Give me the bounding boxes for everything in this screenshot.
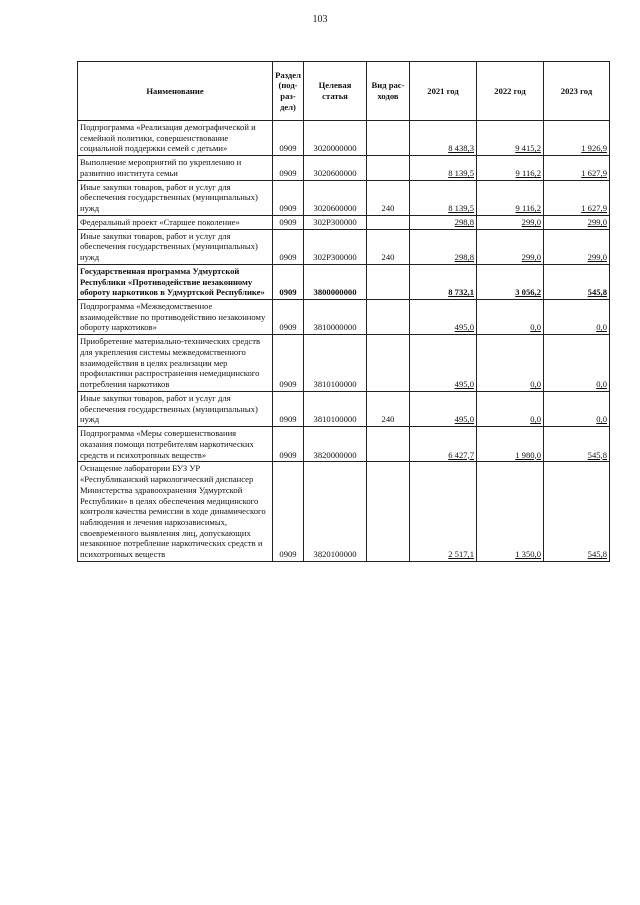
table-row [78,462,610,562]
cell-type [367,121,410,156]
cell-target: 3820100000 [304,462,367,562]
cell-target: 3810100000 [304,391,367,426]
cell-2023 [544,264,610,299]
cell-type: 240 [367,180,410,215]
cell-2023-value: 0,0 [596,322,607,333]
cell-section: 0909 [273,427,304,462]
cell-2022-value: 9 116,2 [515,203,541,214]
table-row [78,391,610,426]
cell-name: Иные закупки товаров, работ и услуг для обеспечения государственных (муниципальных) нужд [78,229,273,264]
header-name: Наименование [78,62,273,121]
cell-2023 [544,156,610,180]
cell-2023-value: 299,0 [587,216,607,227]
cell-2022-value: 0,0 [530,322,541,333]
cell-section: 0909 [273,215,304,229]
cell-2023-value: 0,0 [596,414,607,425]
cell-2023 [544,462,610,562]
cell-2023 [544,215,610,229]
cell-2022-value: 3 056,2 [515,287,541,298]
cell-name: Подпрограмма «Меры совершенствования оказания помощи потребителям наркотических средств и психотропных веществ» [78,427,273,462]
cell-2023-value: 1 627,9 [581,203,607,214]
cell-2023 [544,335,610,392]
cell-type [367,264,410,299]
budget-table [77,61,610,562]
cell-2021-value: 495,0 [454,322,474,333]
cell-2022-value: 0,0 [530,379,541,390]
cell-section: 0909 [273,121,304,156]
cell-section: 0909 [273,264,304,299]
cell-2021 [410,264,477,299]
cell-2021 [410,121,477,156]
cell-name: Федеральный проект «Старшее поколение» [78,215,273,229]
cell-section: 0909 [273,156,304,180]
table-row [78,427,610,462]
cell-2022-value: 9 116,2 [515,167,541,178]
table-row [78,264,610,299]
cell-section: 0909 [273,391,304,426]
cell-2023 [544,300,610,335]
cell-target: 3800000000 [304,264,367,299]
cell-2021-value: 6 427,7 [448,449,474,460]
cell-2021 [410,229,477,264]
cell-2021-value: 8 139,5 [448,203,474,214]
cell-2021 [410,391,477,426]
cell-2023-value: 1 926,9 [581,143,607,154]
header-type: Вид рас-ходов [367,62,410,121]
table-row [78,180,610,215]
cell-2022 [477,156,544,180]
cell-2022-value: 299,0 [521,252,541,263]
cell-type [367,462,410,562]
cell-2022-value: 0,0 [530,414,541,425]
cell-2021-value: 495,0 [454,414,474,425]
cell-2021 [410,156,477,180]
header-target: Целевая статья [304,62,367,121]
cell-section: 0909 [273,229,304,264]
table-row [78,156,610,180]
cell-name: Выполнение мероприятий по укреплению и развитию института семьи [78,156,273,180]
cell-2022 [477,215,544,229]
cell-type [367,156,410,180]
cell-2021-value: 8 732,1 [448,287,474,298]
cell-2021-value: 298,8 [454,216,474,227]
cell-2022 [477,391,544,426]
cell-type [367,335,410,392]
cell-target: 3810000000 [304,300,367,335]
cell-section: 0909 [273,180,304,215]
cell-name: Оснащение лаборатории БУЗ УР «Республиканский наркологический диспансер Министерства здравоохранения Удмуртской Республики» в целях обеспечения медицинского контроля качества ремиссии в ходе динамического наблюдения и лечения наркозависимых, своевременного выявления лиц, допускающих незаконное потребление наркотических средств и психотропных веществ [78,462,273,562]
cell-2022-value: 299,0 [521,216,541,227]
cell-2021-value: 2 517,1 [448,549,474,560]
cell-2021 [410,335,477,392]
cell-2022 [477,462,544,562]
cell-2021 [410,427,477,462]
cell-2022 [477,121,544,156]
cell-target: 3820000000 [304,427,367,462]
cell-2021-value: 8 139,5 [448,167,474,178]
page-number: 103 [312,14,328,25]
cell-2023 [544,229,610,264]
cell-target: 3020600000 [304,156,367,180]
cell-target: 3020600000 [304,180,367,215]
cell-2021 [410,300,477,335]
cell-2023 [544,121,610,156]
cell-target: 302P300000 [304,229,367,264]
cell-2022-value: 1 350,0 [515,549,541,560]
cell-2023-value: 299,0 [587,252,607,263]
cell-2022 [477,427,544,462]
cell-2022 [477,335,544,392]
cell-2021 [410,180,477,215]
cell-2021-value: 8 438,3 [448,143,474,154]
cell-name: Приобретение материально-технических средств для укрепления системы межведомственного взаимодействия в целях реализации мер профилактики распространения немедицинского потребления наркотиков [78,335,273,392]
table-header-row [78,62,610,121]
cell-2023-value: 0,0 [596,379,607,390]
table-row [78,121,610,156]
cell-2023 [544,180,610,215]
cell-type: 240 [367,391,410,426]
cell-2021 [410,462,477,562]
cell-2023-value: 545,8 [587,549,607,560]
cell-type [367,215,410,229]
cell-2023 [544,427,610,462]
cell-type: 240 [367,229,410,264]
cell-2022 [477,229,544,264]
cell-type [367,300,410,335]
table-row [78,335,610,392]
cell-name: Подпрограмма «Реализация демографической и семейной политики, совершенствование социальной поддержки семей с детьми» [78,121,273,156]
cell-2023-value: 1 627,9 [581,167,607,178]
cell-name: Иные закупки товаров, работ и услуг для обеспечения государственных (муниципальных) нужд [78,180,273,215]
cell-2023 [544,391,610,426]
cell-2021-value: 495,0 [454,379,474,390]
cell-section: 0909 [273,335,304,392]
header-2021: 2021 год [410,62,477,121]
cell-section: 0909 [273,300,304,335]
header-section: Раздел (под-раз-дел) [273,62,304,121]
cell-2022-value: 1 980,0 [515,449,541,460]
header-2023: 2023 год [544,62,610,121]
cell-2021 [410,215,477,229]
cell-2023-value: 545,8 [587,287,607,298]
cell-name: Подпрограмма «Межведомственное взаимодействие по противодействию незаконному обороту наркотиков» [78,300,273,335]
cell-2022-value: 9 415,2 [515,143,541,154]
cell-2022 [477,300,544,335]
cell-2022 [477,180,544,215]
cell-target: 3020000000 [304,121,367,156]
table-body [78,121,610,562]
cell-target: 3810100000 [304,335,367,392]
cell-target: 302P300000 [304,215,367,229]
cell-type [367,427,410,462]
table-row [78,300,610,335]
cell-name: Государственная программа Удмуртской Республики «Противодействие незаконному обороту наркотиков в Удмуртской Республике» [78,264,273,299]
table-row [78,215,610,229]
header-2022: 2022 год [477,62,544,121]
cell-name: Иные закупки товаров, работ и услуг для обеспечения государственных (муниципальных) нужд [78,391,273,426]
table-row [78,229,610,264]
cell-2023-value: 545,8 [587,449,607,460]
cell-2021-value: 298,8 [454,252,474,263]
cell-section: 0909 [273,462,304,562]
cell-2022 [477,264,544,299]
